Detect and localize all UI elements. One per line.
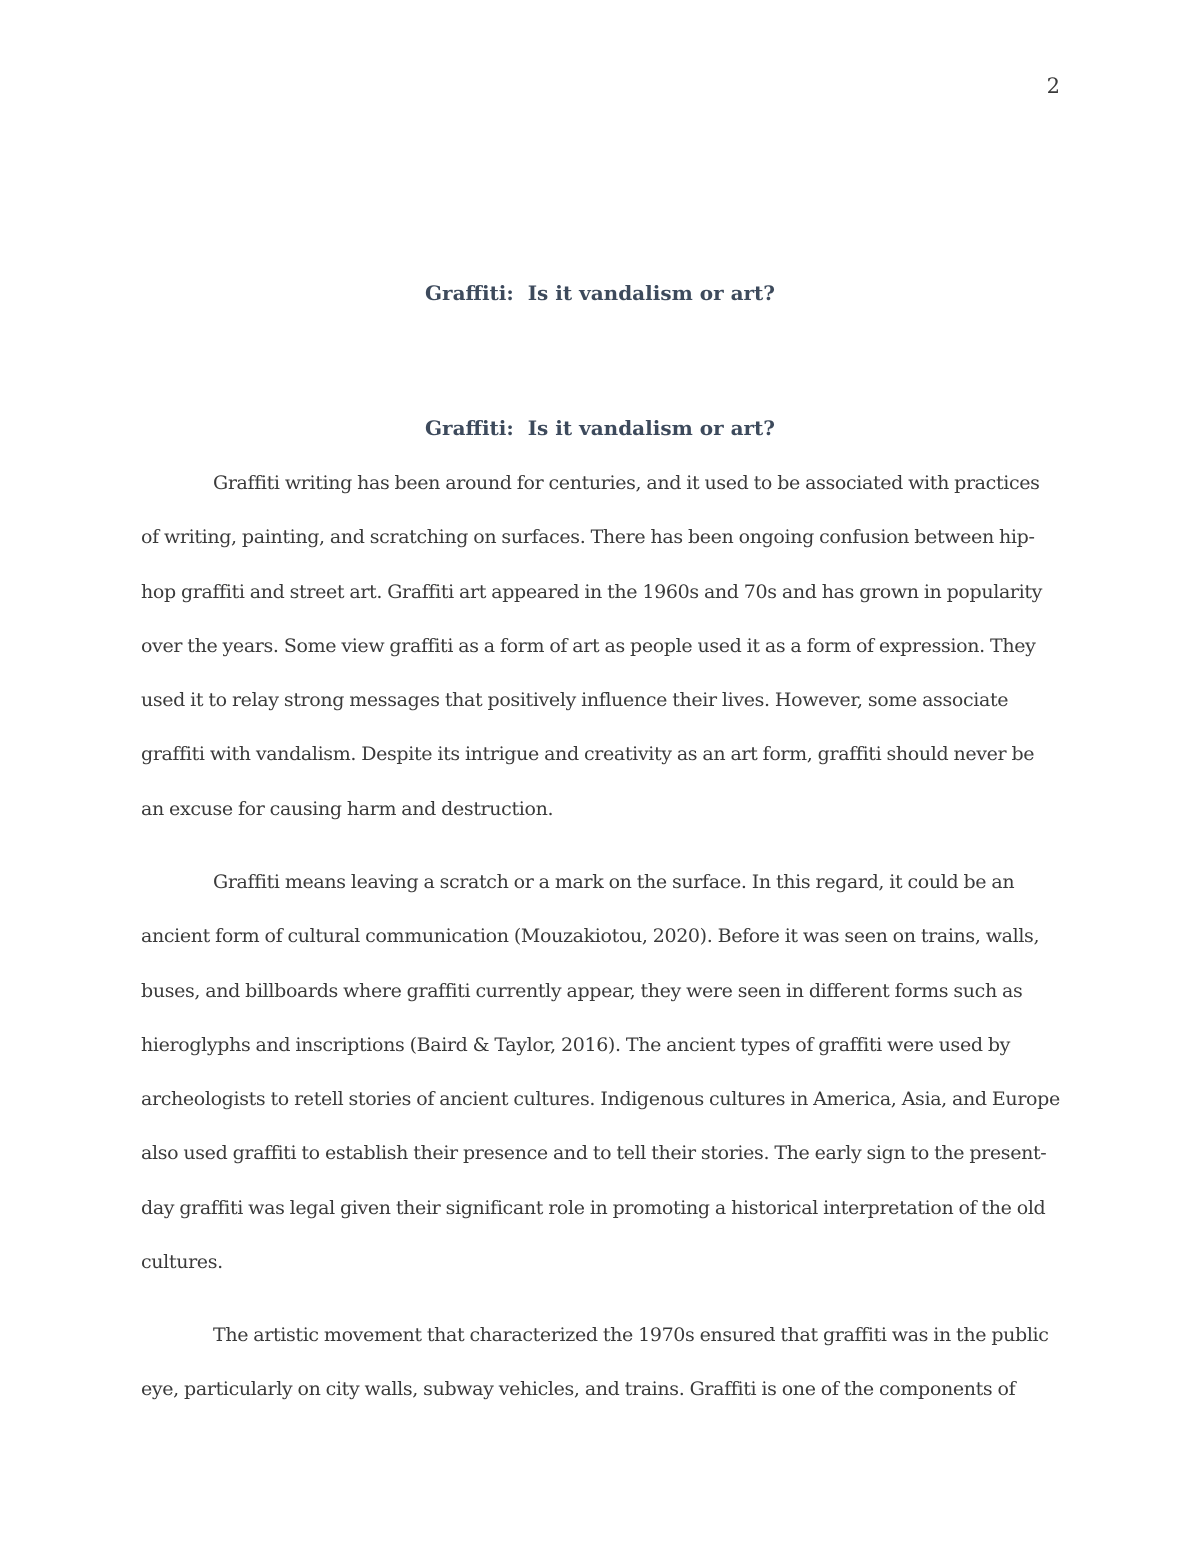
- body-paragraph-3-container: [141, 1308, 1061, 1417]
- essay-title: Graffiti: Is it vandalism or art?: [424, 416, 776, 440]
- cover-title: Graffiti: Is it vandalism or art?: [424, 281, 776, 305]
- body-paragraph: Graffiti means leaving a scratch or a mark on the surface. In this regard, it could be an ancient form of cultural communication (Mouzakiotou, 2020). Before it was seen on trains, walls, buses, and billboards where graffiti currently appear, they were seen in different forms such as hieroglyphs and inscriptions (Baird & Taylor, 2016). The ancient types of graffiti were used by archeologists to retell stories of ancient cultures. Indigenous cultures in America, Asia, and Europe also used graffiti to establish their presence and to tell their stories. The early sign to the present-day graffiti was legal given their significant role in promoting a historical interpretation of the old cultures.: [141, 871, 1060, 1274]
- body-paragraph-1-container: [141, 456, 1061, 836]
- body-paragraph: Graffiti writing has been around for centuries, and it used to be associated with practices of writing, painting, and scratching on surfaces. There has been ongoing confusion between hip-hop graffiti and street art. Graffiti art appeared in the 1960s and 70s and has grown in popularity over the years. Some view graffiti as a form of art as people used it as a form of expression. They used it to relay strong messages that positively influence their lives. However, some associate graffiti with vandalism. Despite its intrigue and creativity as an art form, graffiti should never be an excuse for causing harm and destruction.: [141, 472, 1043, 820]
- body-paragraph: The artistic movement that characterized the 1970s ensured that graffiti was in the public eye, particularly on city walls, subway vehicles, and trains. Graffiti is one of the components of: [141, 1324, 1049, 1401]
- body-paragraph-2-container: [141, 855, 1061, 1289]
- page-number: 2: [1046, 74, 1060, 98]
